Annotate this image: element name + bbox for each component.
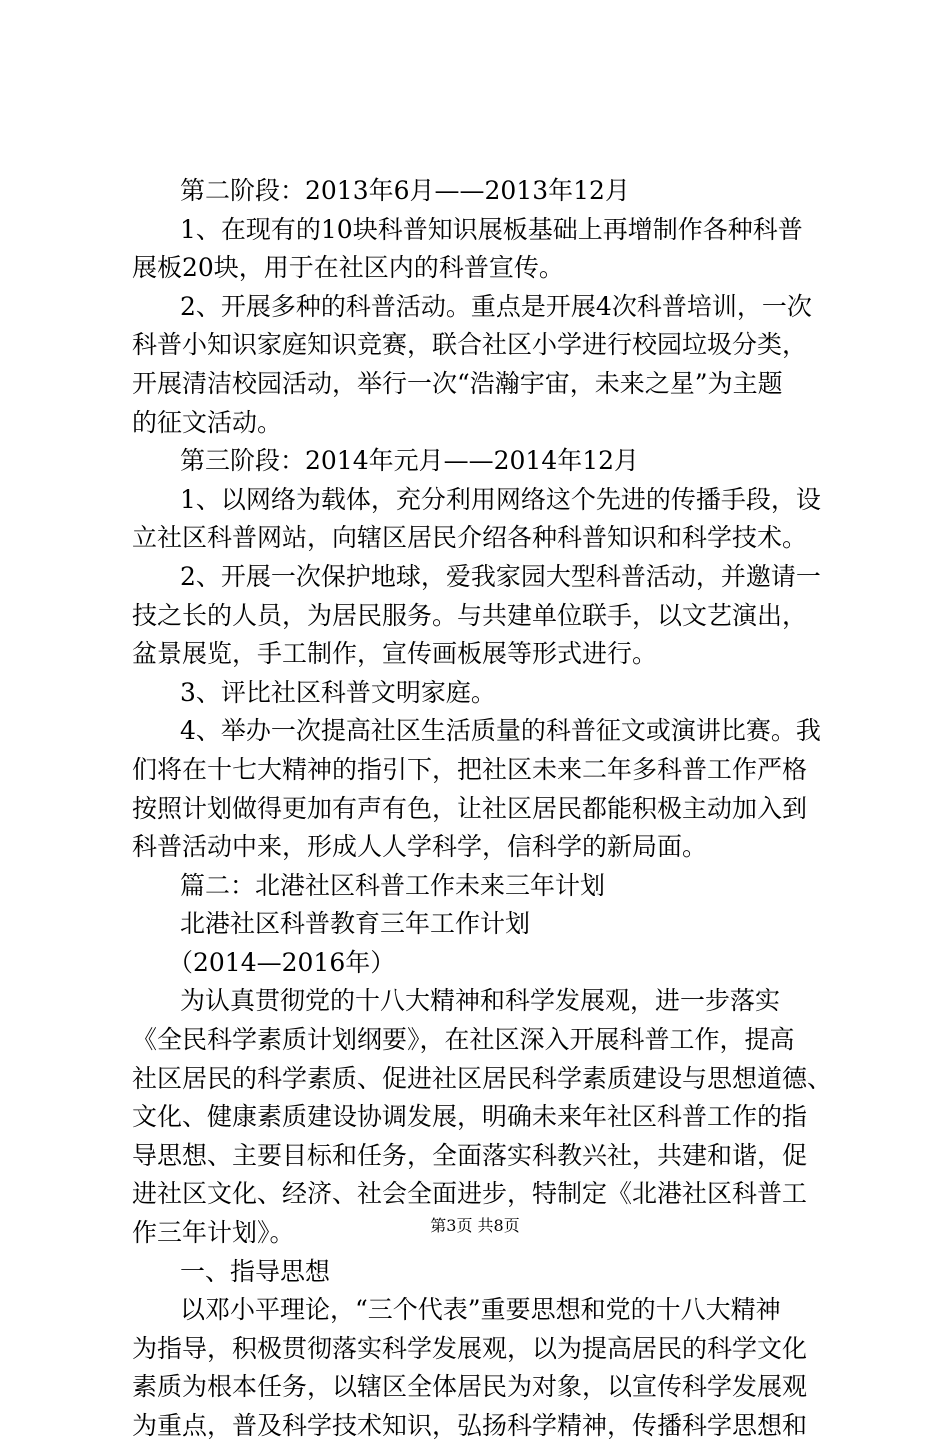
text-line: 科普小知识家庭知识竞赛，联合社区小学进行校园垃圾分类，	[132, 330, 808, 360]
text-line: 的征文活动。	[132, 407, 283, 437]
text-line: 3、评比社区科普文明家庭。	[180, 677, 496, 707]
text-line: 为指导，积极贯彻落实科学发展观，以为提高居民的科学文化	[132, 1333, 808, 1363]
text-line: 1、以网络为载体，充分利用网络这个先进的传播手段，设	[180, 484, 821, 514]
text-line: 为重点，普及科学技术知识，弘扬科学精神，传播科学思想和	[132, 1411, 808, 1440]
text-line: 社区居民的科学素质、促进社区居民科学素质建设与思想道德、	[132, 1063, 833, 1093]
text-line: 4、举办一次提高社区生活质量的科普征文或演讲比赛。我	[180, 716, 821, 746]
text-line: 作三年计划》。	[132, 1218, 295, 1248]
text-line: 科普活动中来，形成人人学科学，信科学的新局面。	[132, 832, 708, 862]
text-line: 开展清洁校园活动，举行一次“浩瀚宇宙，未来之星”为主题	[132, 368, 783, 398]
text-line: 技之长的人员，为居民服务。与共建单位联手，以文艺演出，	[132, 600, 808, 630]
text-line: 盆景展览，手工制作，宣传画板展等形式进行。	[132, 639, 658, 669]
text-line: 按照计划做得更加有声有色，让社区居民都能积极主动加入到	[132, 793, 808, 823]
text-line: 素质为根本任务，以辖区全体居民为对象，以宣传科学发展观	[132, 1372, 808, 1402]
text-line: 一、指导思想	[180, 1256, 331, 1286]
text-line: 进社区文化、经济、社会全面进步，特制定《北港社区科普工	[132, 1179, 808, 1209]
text-line: 2、开展多种的科普活动。重点是开展4次科普培训，一次	[180, 291, 812, 321]
text-line: 《全民科学素质计划纲要》，在社区深入开展科普工作，提高	[132, 1025, 795, 1055]
text-line: 为认真贯彻党的十八大精神和科学发展观，进一步落实	[180, 986, 781, 1016]
text-line: 导思想、主要目标和任务，全面落实科教兴社，共建和谐，促	[132, 1140, 808, 1170]
text-line: 篇二：北港社区科普工作未来三年计划	[180, 870, 606, 900]
page-footer: 第3页 共8页	[430, 1216, 520, 1235]
text-line: 北港社区科普教育三年工作计划	[180, 909, 531, 939]
text-line: 2、开展一次保护地球，爱我家园大型科普活动，并邀请一	[180, 561, 821, 591]
text-line: 展板20块，用于在社区内的科普宣传。	[132, 253, 564, 283]
text-line: 们将在十七大精神的指引下，把社区未来二年多科普工作严格	[132, 754, 808, 784]
text-line: 立社区科普网站，向辖区居民介绍各种科普知识和科学技术。	[132, 523, 808, 553]
text-line: 第二阶段：2013年6月——2013年12月	[180, 176, 630, 205]
text-line: 以邓小平理论，“三个代表”重要思想和党的十八大精神	[180, 1295, 781, 1325]
text-line: 第三阶段：2014年元月——2014年12月	[180, 446, 640, 476]
text-line: （2014—2016年）	[168, 947, 396, 977]
text-line: 文化、健康素质建设协调发展，明确未来年社区科普工作的指	[132, 1102, 808, 1132]
document-body	[132, 172, 832, 1446]
text-line: 1、在现有的10块科普知识展板基础上再增制作各种科普	[180, 214, 803, 244]
